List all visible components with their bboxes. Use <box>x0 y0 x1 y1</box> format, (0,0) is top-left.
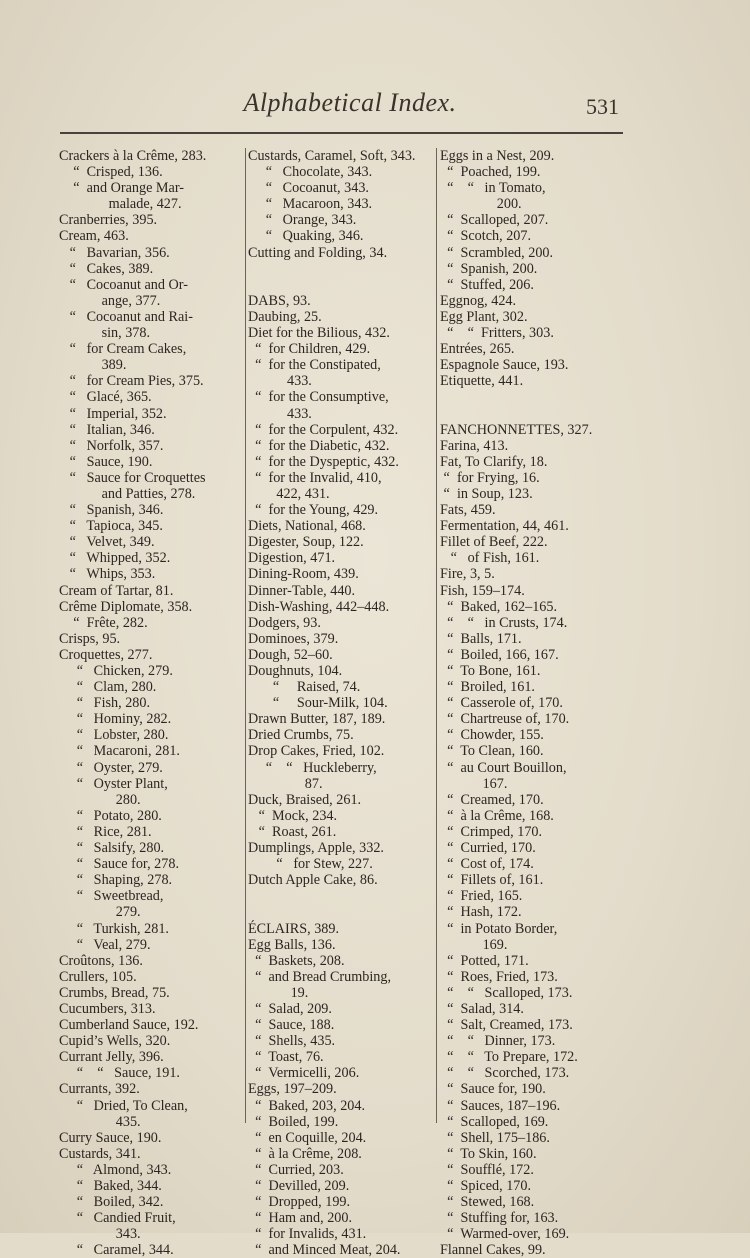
index-entry: “ Bavarian, 356. <box>59 244 170 261</box>
index-entry: “ Spanish, 200. <box>440 260 538 277</box>
index-entry: Cumberland Sauce, 192. <box>59 1017 199 1034</box>
index-entry: 422, 431. <box>248 485 330 502</box>
index-entry: “ Soufflé, 172. <box>440 1161 534 1178</box>
index-entry: “ Cocoanut and Or- <box>59 276 188 293</box>
index-entry: “ for the Dyspeptic, 432. <box>248 453 399 470</box>
index-entry: ange, 377. <box>59 292 161 309</box>
index-entry: Crackers à la Crême, 283. <box>59 148 207 164</box>
index-entry: “ and Bread Crumbing, <box>248 968 392 985</box>
index-entry: “ Tapioca, 345. <box>59 518 163 535</box>
index-entry: 433. <box>248 373 312 390</box>
index-entry: Dominoes, 379. <box>248 630 339 647</box>
index-entry: “ Creamed, 170. <box>440 791 544 808</box>
index-entry: “ Curried, 203. <box>248 1161 344 1178</box>
index-entry: “ “ Huckleberry, <box>248 759 377 776</box>
index-entry: “ Glacé, 365. <box>59 389 152 406</box>
index-entry: “ Boiled, 166, 167. <box>440 646 559 663</box>
index-entry: “ Boiled, 342. <box>59 1194 164 1211</box>
index-entry: “ Shells, 435. <box>248 1033 336 1050</box>
index-entry: 433. <box>248 405 312 422</box>
index-entry: “ Sauces, 187–196. <box>440 1097 561 1114</box>
index-entry: 167. <box>440 775 508 792</box>
index-entry: “ for the Diabetic, 432. <box>248 437 390 454</box>
index-column-3 <box>440 148 628 1258</box>
index-entry: “ Scrambled, 200. <box>440 244 554 261</box>
index-entry: “ “ Sauce, 191. <box>59 1065 180 1082</box>
index-entry: Cream, 463. <box>59 228 129 245</box>
index-entry: “ of Fish, 161. <box>440 550 540 567</box>
index-entry: “ Oyster Plant, <box>59 775 168 792</box>
index-entry: “ Cocoanut and Rai- <box>59 308 193 325</box>
index-entry: “ for the Invalid, 410, <box>248 469 382 486</box>
index-entry: “ Italian, 346. <box>59 421 155 438</box>
index-entry: “ Norfolk, 357. <box>59 437 164 454</box>
index-entry: “ Potato, 280. <box>59 807 162 824</box>
index-entry: “ Shell, 175–186. <box>440 1129 550 1146</box>
index-entry: “ Sauce, 188. <box>248 1017 335 1034</box>
index-entry: Croûtons, 136. <box>59 952 143 969</box>
index-entry: “ Raised, 74. <box>248 679 361 696</box>
index-entry: Fillet of Beef, 222. <box>440 534 548 551</box>
index-entry: 87. <box>248 775 323 792</box>
index-entry: “ for the Corpulent, 432. <box>248 421 399 438</box>
index-entry: “ Spanish, 346. <box>59 502 164 519</box>
index-entry: “ Broiled, 161. <box>440 679 535 696</box>
index-entry: “ Roast, 261. <box>248 823 337 840</box>
running-header-title: Alphabetical Index. <box>243 88 457 117</box>
header-rule <box>60 132 623 134</box>
index-entry: Dinner-Table, 440. <box>248 582 356 599</box>
index-entry: “ Sauce for Croquettes <box>59 469 206 486</box>
index-entry: “ in Soup, 123. <box>440 485 533 502</box>
index-entry: “ à la Crême, 208. <box>248 1145 362 1162</box>
index-entry: “ Chicken, 279. <box>59 663 173 679</box>
index-entry: “ for Invalids, 431. <box>248 1226 367 1243</box>
index-entry: “ for the Constipated, <box>248 357 381 374</box>
index-entry: “ en Coquille, 204. <box>248 1129 367 1146</box>
index-entry: Dried Crumbs, 75. <box>248 727 354 744</box>
index-entry: “ in Potato Border, <box>440 920 558 937</box>
index-entry: “ Warmed-over, 169. <box>440 1226 570 1243</box>
index-entry: “ for Stew, 227. <box>248 856 373 873</box>
index-entry: 435. <box>59 1113 141 1130</box>
index-entry: Egg Plant, 302. <box>440 308 528 325</box>
index-entry: “ Roes, Fried, 173. <box>440 968 558 985</box>
index-entry: “ Baskets, 208. <box>248 952 345 969</box>
index-entry: “ Crimped, 170. <box>440 823 543 840</box>
index-entry <box>440 389 628 405</box>
index-entry: “ “ To Prepare, 172. <box>440 1049 578 1066</box>
index-entry: Eggs in a Nest, 209. <box>440 148 555 164</box>
index-column-2 <box>248 148 435 1258</box>
index-entry: “ Quaking, 346. <box>248 228 364 245</box>
index-entry: “ Cakes, 389. <box>59 260 154 277</box>
index-entry: “ Imperial, 352. <box>59 405 167 422</box>
index-entry: Dough, 52–60. <box>248 646 333 663</box>
index-entry: “ “ in Tomato, <box>440 180 546 197</box>
index-entry: “ Chartreuse of, 170. <box>440 711 570 728</box>
index-entry: “ Candied Fruit, <box>59 1210 176 1227</box>
index-entry: Duck, Braised, 261. <box>248 791 362 808</box>
index-entry: Dumplings, Apple, 332. <box>248 840 384 857</box>
index-entry: “ “ Scorched, 173. <box>440 1065 570 1082</box>
index-entry: “ Lobster, 280. <box>59 727 169 744</box>
index-entry: Entrées, 265. <box>440 341 515 358</box>
index-entry: Currant Jelly, 396. <box>59 1049 164 1066</box>
index-entry: Cranberries, 395. <box>59 212 158 229</box>
index-entry: “ Macaroni, 281. <box>59 743 180 760</box>
index-entry <box>248 904 435 920</box>
index-entry: “ Balls, 171. <box>440 630 522 647</box>
index-entry: “ To Skin, 160. <box>440 1145 537 1162</box>
index-entry <box>248 888 435 904</box>
index-entry: “ Clam, 280. <box>59 679 157 696</box>
page-number: 531 <box>586 94 619 119</box>
index-entry: Egg Balls, 136. <box>248 936 336 953</box>
index-entry: “ Devilled, 209. <box>248 1178 350 1194</box>
index-entry: malade, 427. <box>59 196 182 213</box>
index-entry: and Patties, 278. <box>59 485 196 502</box>
index-entry: Cucumbers, 313. <box>59 1000 156 1017</box>
index-entry <box>440 406 628 422</box>
index-entry: “ Chowder, 155. <box>440 727 544 744</box>
index-entry: Fat, To Clarify, 18. <box>440 453 548 470</box>
index-column-1 <box>59 148 244 1258</box>
index-entry: Dish-Washing, 442–448. <box>248 598 390 615</box>
index-entry: “ for Children, 429. <box>248 341 371 358</box>
index-entry: 19. <box>248 984 309 1001</box>
index-entry: Drawn Butter, 187, 189. <box>248 711 386 728</box>
index-entry: “ Baked, 162–165. <box>440 598 558 615</box>
index-entry: “ Frête, 282. <box>59 614 148 631</box>
index-entry: FANCHONNETTES, 327. <box>440 421 593 438</box>
index-entry <box>248 277 435 293</box>
index-entry: “ Dried, To Clean, <box>59 1097 188 1114</box>
index-entry: “ “ Scalloped, 173. <box>440 984 573 1001</box>
index-entry: Digestion, 471. <box>248 550 336 567</box>
index-entry: “ for Cream Cakes, <box>59 341 187 358</box>
index-entry: Curry Sauce, 190. <box>59 1129 162 1146</box>
index-entry: “ Mock, 234. <box>248 807 338 824</box>
index-entry: Doughnuts, 104. <box>248 663 343 679</box>
index-entry: Dining-Room, 439. <box>248 566 359 583</box>
index-entry: “ Stuffed, 206. <box>440 276 534 293</box>
index-entry: DABS, 93. <box>248 292 311 309</box>
index-entry: Crullers, 105. <box>59 968 137 985</box>
index-entry: “ Rice, 281. <box>59 823 152 840</box>
index-entry: “ for the Consumptive, <box>248 389 389 406</box>
index-entry: “ Sauce, 190. <box>59 453 153 470</box>
index-entry: “ Oyster, 279. <box>59 759 163 776</box>
index-entry: “ Salad, 209. <box>248 1000 332 1017</box>
index-entry: “ Cocoanut, 343. <box>248 180 369 197</box>
index-entry: “ Casserole of, 170. <box>440 695 563 712</box>
index-entry: “ Stuffing for, 163. <box>440 1210 559 1227</box>
index-entry: Croquettes, 277. <box>59 646 153 663</box>
index-entry: “ Stewed, 168. <box>440 1194 535 1211</box>
index-entry: Fire, 3, 5. <box>440 566 495 583</box>
index-entry: “ Ham and, 200. <box>248 1210 353 1227</box>
index-entry: Fish, 159–174. <box>440 582 525 599</box>
index-entry: Dutch Apple Cake, 86. <box>248 872 378 889</box>
index-entry: “ Macaroon, 343. <box>248 196 373 213</box>
index-entry: Fats, 459. <box>440 502 496 519</box>
index-entry: “ Fillets of, 161. <box>440 872 544 889</box>
index-entry: “ Crisped, 136. <box>59 164 163 181</box>
index-entry: “ Sauce for, 190. <box>440 1081 546 1098</box>
index-entry: Crumbs, Bread, 75. <box>59 984 170 1001</box>
index-entry: Custards, Caramel, Soft, 343. <box>248 148 416 164</box>
index-entry: “ Velvet, 349. <box>59 534 155 551</box>
index-entry: “ Scotch, 207. <box>440 228 532 245</box>
index-entry: ÉCLAIRS, 389. <box>248 920 340 937</box>
column-divider-2 <box>436 148 437 1123</box>
index-entry <box>248 261 435 277</box>
index-entry: “ Caramel, 344. <box>59 1242 174 1258</box>
index-entry: “ Fried, 165. <box>440 888 523 905</box>
index-entry: “ Sauce for, 278. <box>59 856 179 873</box>
index-entry: “ “ Fritters, 303. <box>440 325 554 342</box>
index-entry: 169. <box>440 936 508 953</box>
index-entry: “ Spiced, 170. <box>440 1178 532 1194</box>
index-entry: Eggs, 197–209. <box>248 1081 337 1098</box>
index-entry: “ Hominy, 282. <box>59 711 172 728</box>
index-entry: “ Veal, 279. <box>59 936 151 953</box>
index-entry: “ Baked, 344. <box>59 1178 162 1194</box>
index-entry: “ for the Young, 429. <box>248 502 379 519</box>
index-entry: “ Sour-Milk, 104. <box>248 695 388 712</box>
index-entry: “ Almond, 343. <box>59 1161 172 1178</box>
index-entry: “ Turkish, 281. <box>59 920 169 937</box>
index-entry: “ Scalloped, 169. <box>440 1113 549 1130</box>
index-entry: “ for Cream Pies, 375. <box>59 373 204 390</box>
index-entry: 280. <box>59 791 141 808</box>
index-entry: “ Fish, 280. <box>59 695 151 712</box>
index-entry: “ and Minced Meat, 204. <box>248 1242 401 1258</box>
index-entry: Digester, Soup, 122. <box>248 534 364 551</box>
index-entry: Currants, 392. <box>59 1081 140 1098</box>
index-entry: Eggnog, 424. <box>440 292 517 309</box>
index-entry: “ Salt, Creamed, 173. <box>440 1017 573 1034</box>
index-entry: Cutting and Folding, 34. <box>248 244 388 261</box>
index-entry: 200. <box>440 196 522 213</box>
index-entry: Espagnole Sauce, 193. <box>440 357 569 374</box>
index-entry: “ for Frying, 16. <box>440 469 540 486</box>
index-entry: “ Shaping, 278. <box>59 872 173 889</box>
index-entry: “ To Clean, 160. <box>440 743 544 760</box>
index-entry: Cupid’s Wells, 320. <box>59 1033 171 1050</box>
index-entry: Flannel Cakes, 99. <box>440 1242 546 1258</box>
index-entry: “ Boiled, 199. <box>248 1113 339 1130</box>
index-entry: “ Whipped, 352. <box>59 550 171 567</box>
column-divider-1 <box>245 148 246 1123</box>
index-entry: 279. <box>59 904 141 921</box>
index-entry: “ Vermicelli, 206. <box>248 1065 360 1082</box>
index-entry: “ à la Crême, 168. <box>440 807 554 824</box>
index-entry: 343. <box>59 1226 141 1243</box>
index-entry: “ Orange, 343. <box>248 212 357 229</box>
index-entry: Crême Diplomate, 358. <box>59 598 193 615</box>
index-entry: “ Toast, 76. <box>248 1049 324 1066</box>
index-entry: Farina, 413. <box>440 437 509 454</box>
index-entry: “ Sweetbread, <box>59 888 164 905</box>
index-entry: 389. <box>59 357 127 374</box>
index-entry: “ au Court Bouillon, <box>440 759 567 776</box>
index-entry: “ Cost of, 174. <box>440 856 534 873</box>
index-entry: Etiquette, 441. <box>440 373 524 390</box>
index-entry: Daubing, 25. <box>248 308 322 325</box>
index-entry: Cream of Tartar, 81. <box>59 582 174 599</box>
index-entry: Diet for the Bilious, 432. <box>248 325 390 342</box>
index-entry: Fermentation, 44, 461. <box>440 518 569 535</box>
index-entry: “ “ Dinner, 173. <box>440 1033 556 1050</box>
index-entry: “ Salsify, 280. <box>59 840 165 857</box>
index-entry: Diets, National, 468. <box>248 518 366 535</box>
index-entry: “ Chocolate, 343. <box>248 164 373 181</box>
index-entry: “ Poached, 199. <box>440 164 541 181</box>
index-entry: “ Salad, 314. <box>440 1000 524 1017</box>
index-entry: “ To Bone, 161. <box>440 663 541 679</box>
index-entry: “ Scalloped, 207. <box>440 212 549 229</box>
index-entry: “ Potted, 171. <box>440 952 529 969</box>
index-entry: Custards, 341. <box>59 1145 141 1162</box>
index-entry: Drop Cakes, Fried, 102. <box>248 743 385 760</box>
index-entry: “ Baked, 203, 204. <box>248 1097 366 1114</box>
index-entry: “ Whips, 353. <box>59 566 156 583</box>
index-entry: “ Hash, 172. <box>440 904 522 921</box>
index-entry: “ and Orange Mar- <box>59 180 184 197</box>
index-entry: “ Curried, 170. <box>440 840 536 857</box>
index-entry: “ Dropped, 199. <box>248 1194 351 1211</box>
index-entry: “ “ in Crusts, 174. <box>440 614 568 631</box>
index-entry: Crisps, 95. <box>59 630 121 647</box>
index-entry: Dodgers, 93. <box>248 614 321 631</box>
index-entry: sin, 378. <box>59 325 151 342</box>
